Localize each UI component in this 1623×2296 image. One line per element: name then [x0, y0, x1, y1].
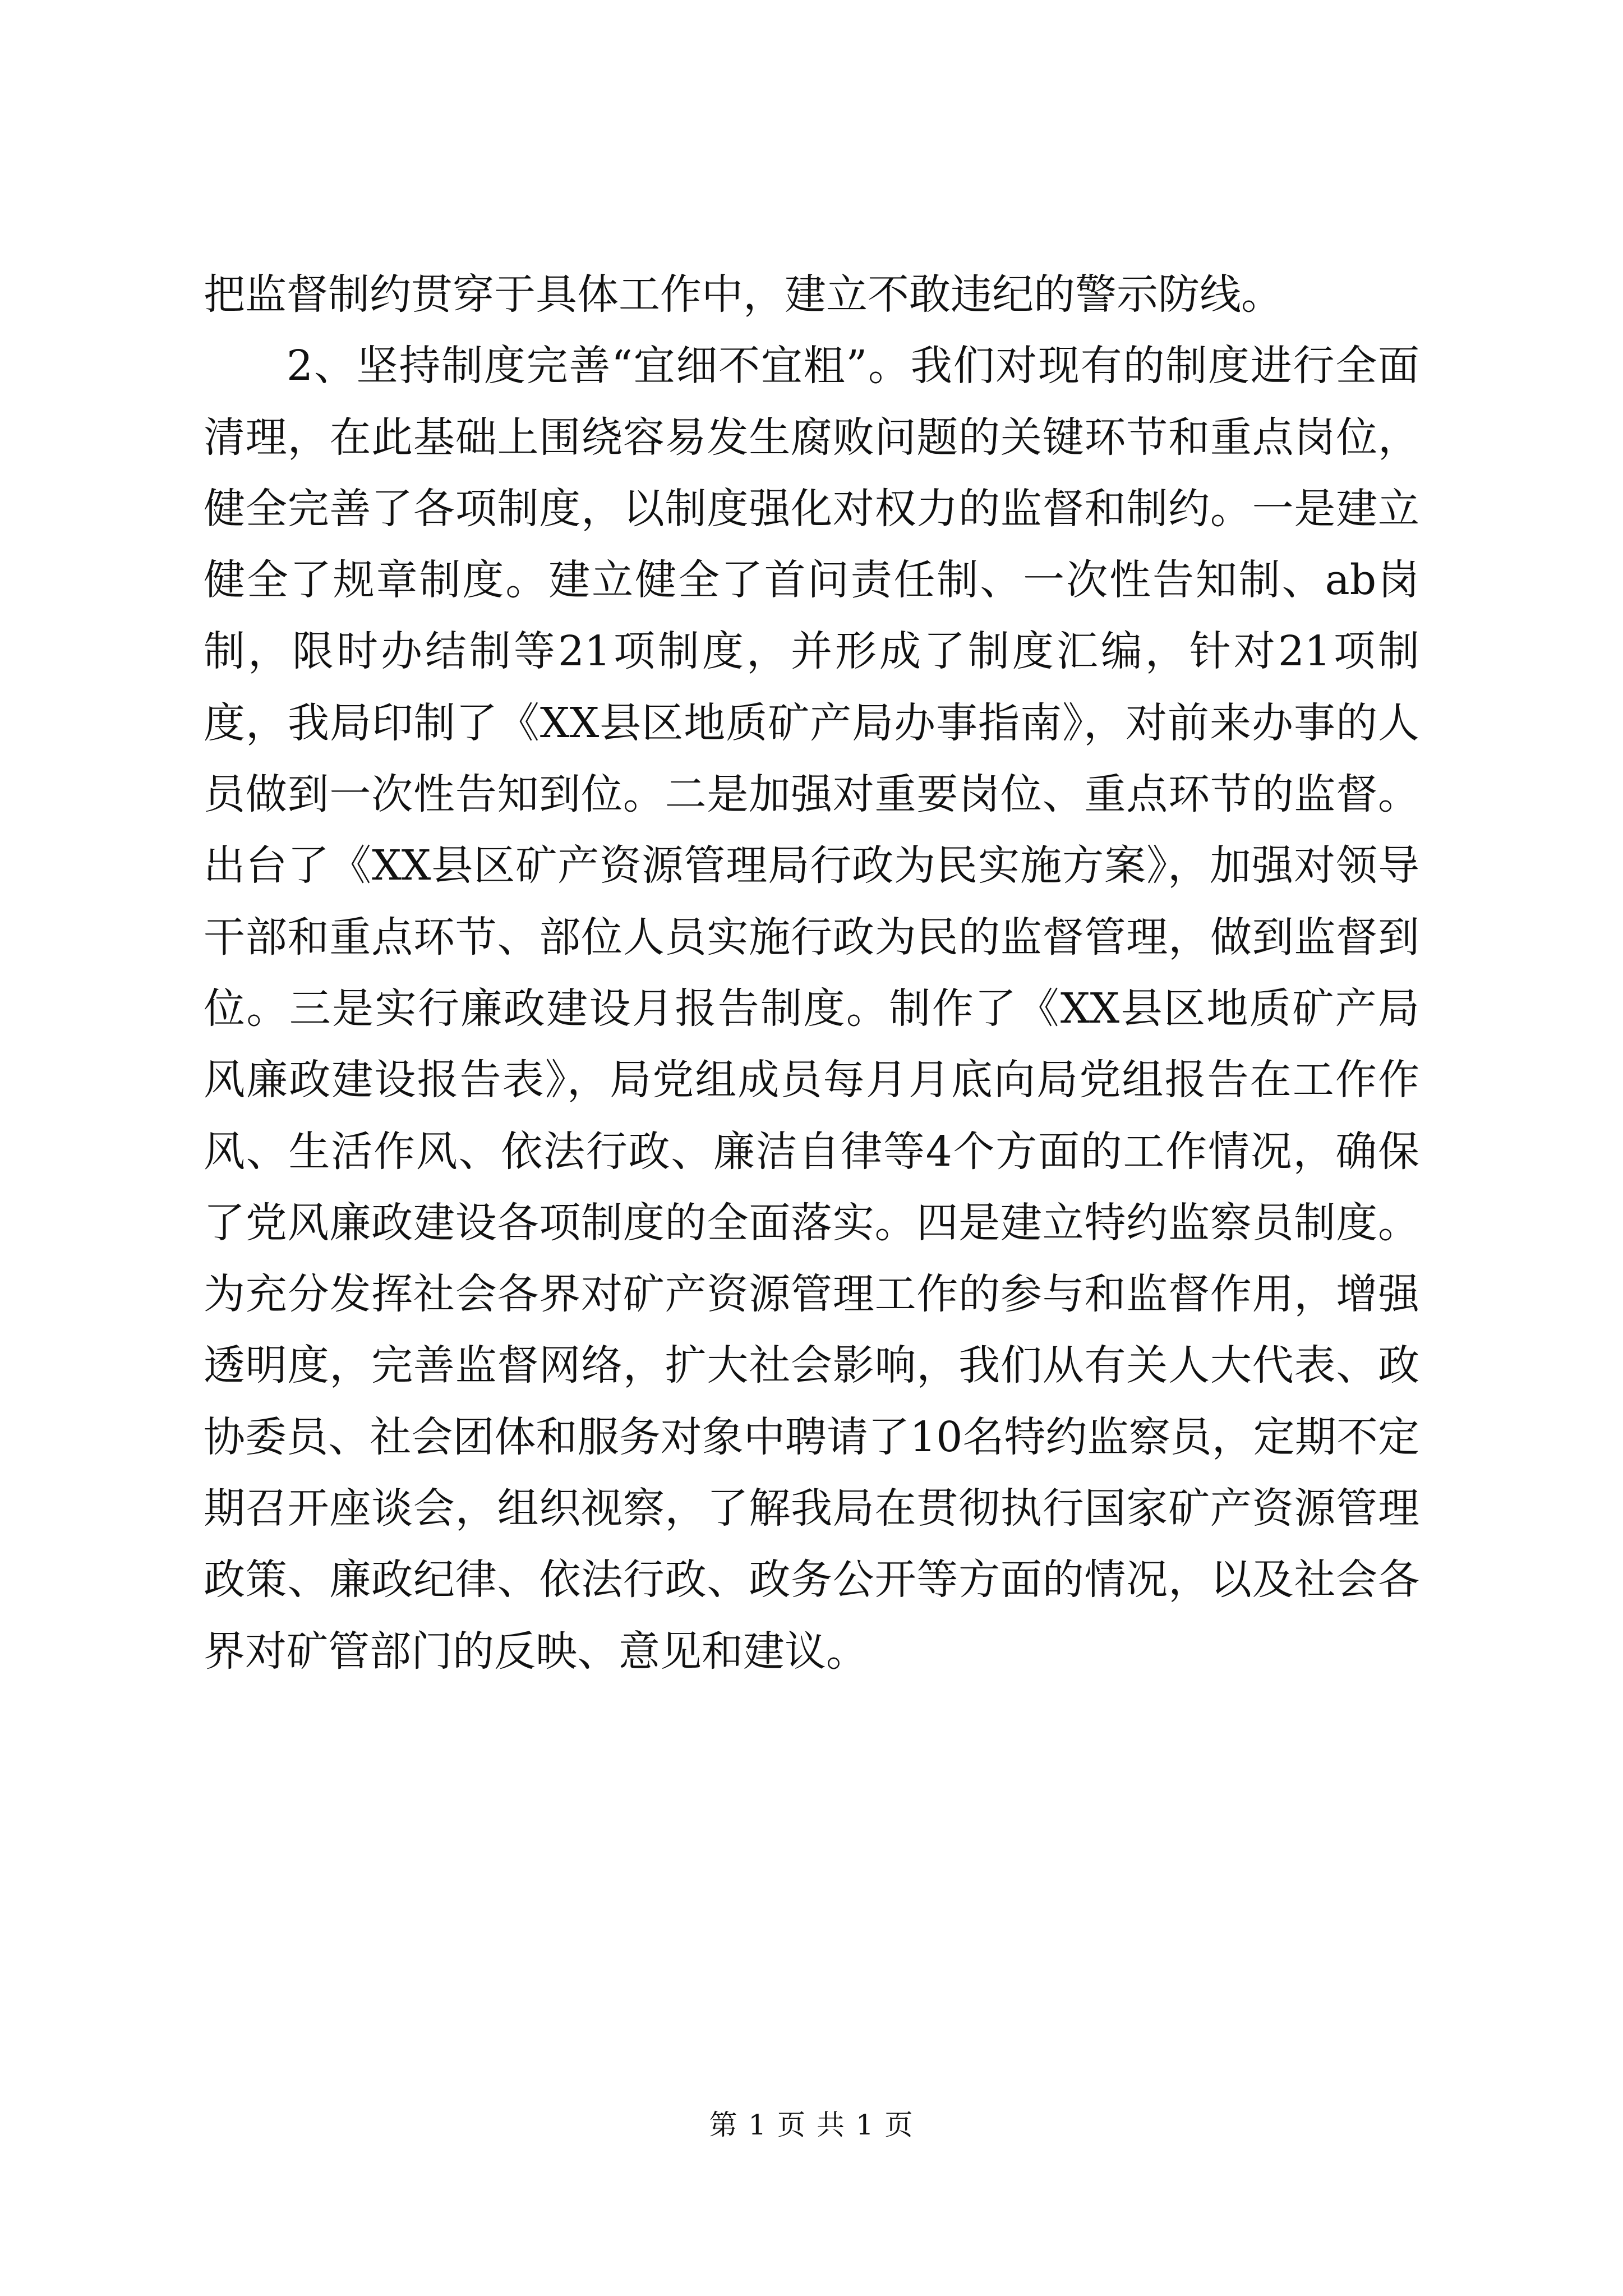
paragraph-continuation: 把监督制约贯穿于具体工作中，建立不敢违纪的警示防线。 — [204, 270, 1283, 319]
paragraph-system-improvement: 2、坚持制度完善“宜细不宜粗”。我们对现有的制度进行全面清理，在此基础上围绕容易发生腐败问题的关键环节和重点岗位，健全完善了各项制度，以制度强化对权力的监督和制约。一是建立健全了规章制度。建立健全了首问责任制、一次性告知制、ab岗制，限时办结制等21项制度，并形成了制度汇编，针对21项制度，我局印制了《XX县区地质矿产局办事指南》，对前来办事的人员做到一次性告知到位。二是加强对重要岗位、重点环节的监督。出台了《XX县区矿产资源管理局行政为民实施方案》，加强对领导干部和重点环节、部位人员实施行政为民的监督管理，做到监督到位。三是实行廉政建设月报告制度。制作了《XX县区地质矿产局风廉政建设报告表》，局党组成员每月月底向局党组报告在工作作风、生活作风、依法行政、廉洁自律等4个方面的工作情况，确保了党风廉政建设各项制度的全面落实。四是建立特约监察员制度。为充分发挥社会各界对矿产资源管理工作的参与和监督作用，增强透明度，完善监督网络，扩大社会影响，我们从有关人大代表、政协委员、社会团体和服务对象中聘请了10名特约监察员，定期不定期召开座谈会，组织视察，了解我局在贯彻执行国家矿产资源管理政策、廉政纪律、依法行政、政务公开等方面的情况，以及社会各界对矿管部门的反映、意见和建议。 — [204, 342, 1419, 1676]
page-footer: 第 1 页 共 1 页 — [709, 2109, 914, 2141]
document-body — [204, 259, 1419, 1687]
